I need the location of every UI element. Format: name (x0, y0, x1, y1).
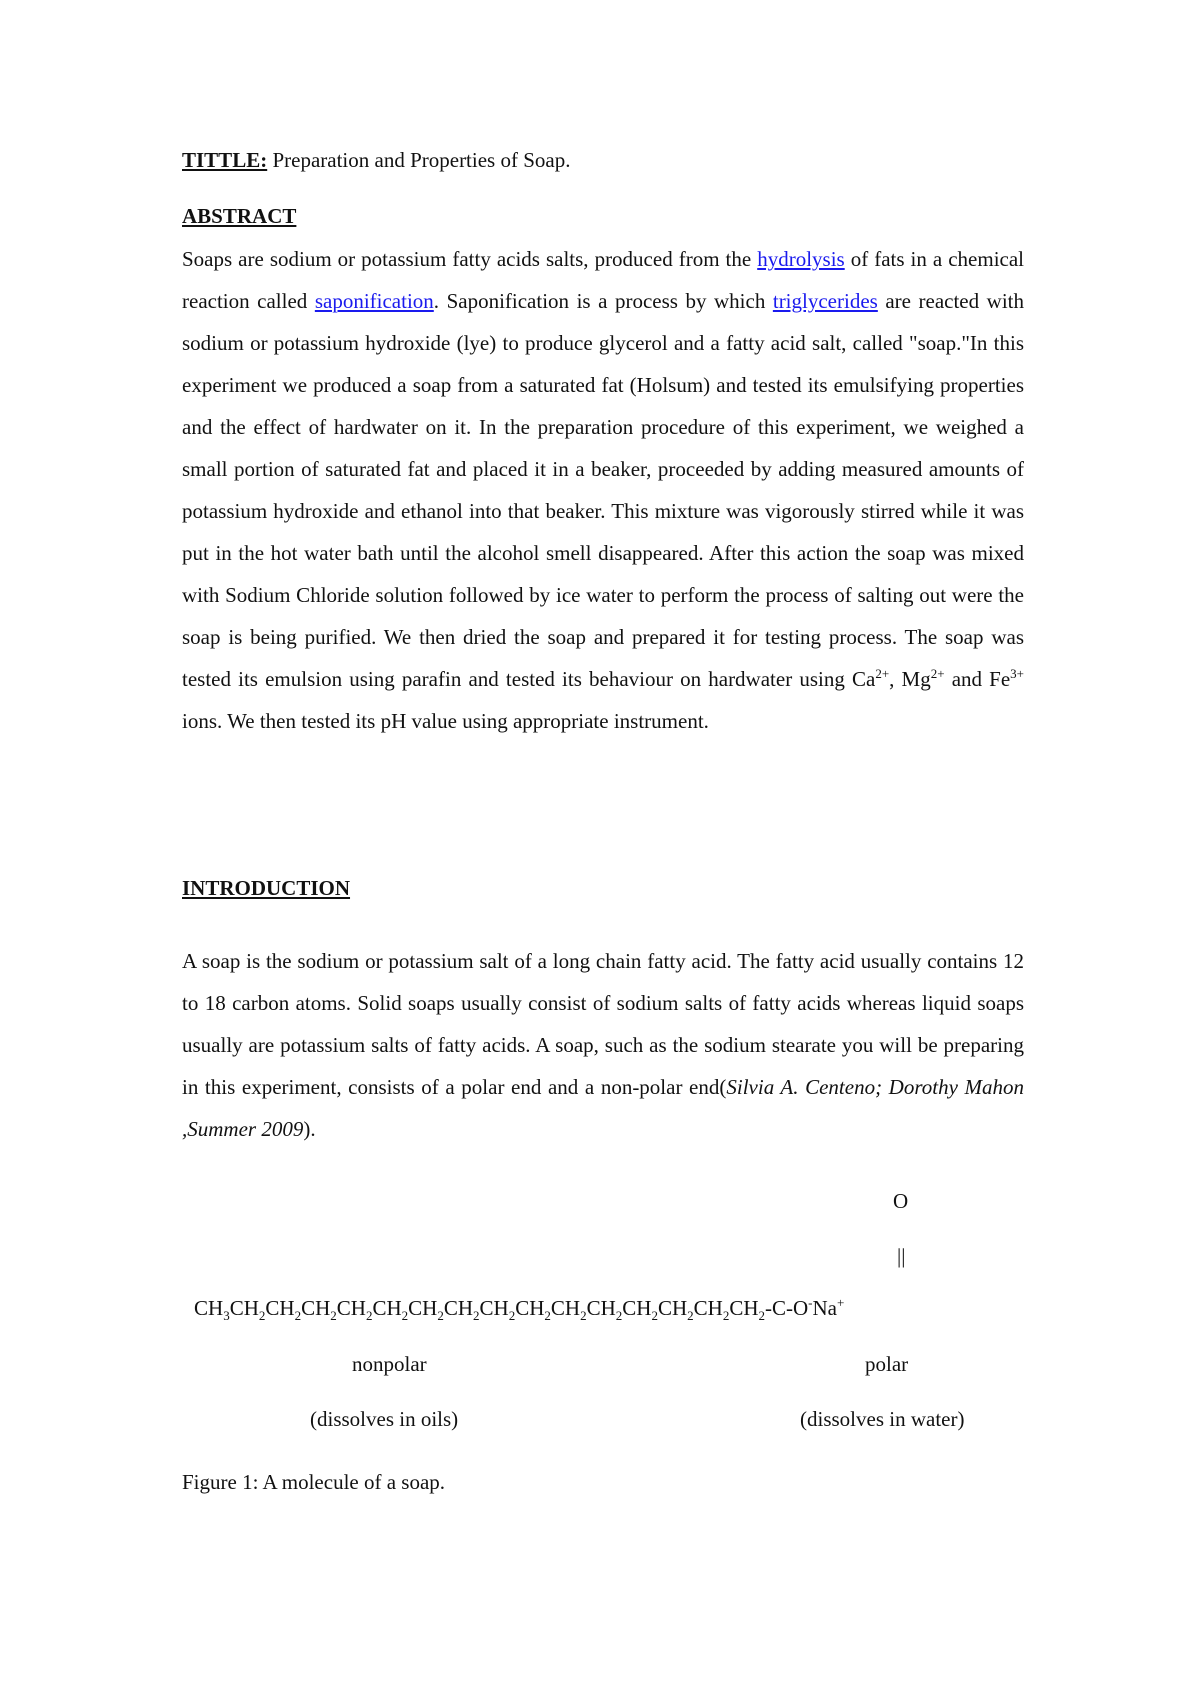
soap-molecule-formula (194, 1294, 844, 1322)
iron-charge: 3+ (1010, 666, 1024, 681)
abstract-text-3: . Saponification is a process by which (433, 289, 773, 313)
methylene-unit: $CH_2$ (693, 1296, 730, 1324)
methylene-unit: $CH_2$ (586, 1296, 623, 1324)
saponification-link[interactable]: saponification (314, 289, 434, 313)
double-bond: || (897, 1244, 906, 1268)
methylene-chain (229, 1296, 765, 1324)
abstract-text-6: and Fe (944, 667, 1011, 691)
methylene-unit: $CH_2$ (408, 1296, 444, 1324)
abstract-text-5: , Mg (889, 667, 931, 691)
methylene-unit: $CH_2$ (229, 1296, 266, 1324)
methylene-unit: $CH_2$ (515, 1296, 551, 1324)
introduction-text-end: ). (303, 1117, 316, 1141)
abstract-text-4: are reacted with sodium or potassium hydroxide (lye) to produce glycerol and a fatty acid salt, called "soap."In this experiment we produced a soap from a saturated fat (Holsum) and tested its emulsifying properties and the effect of hardwater on it. In the preparation procedure of this experiment, we weighed a small portion of saturated fat and placed it in a beaker, proceeded by adding measured amounts of potassium hydroxide and ethanol into that beaker. This mixture was vigorously stirred while it was put in the hot water bath until the alcohol smell disappeared. After this action the soap was mixed with Sodium Chloride solution followed by ice water to perform the process of salting out were the soap is being purified. We then dried the soap and prepared it for testing process. The soap was tested its emulsion using parafin and tested its behaviour on hardwater using Ca (182, 289, 1024, 691)
abstract-text-2: of fats in a chemical reaction called (182, 247, 1024, 313)
polar-note: (dissolves in water) (800, 1407, 965, 1431)
methylene-unit: $CH_2$ (550, 1296, 587, 1324)
introduction-citation: Silvia A. Centeno; Dorothy Mahon ,Summer 2009 (182, 1075, 1024, 1141)
methylene-unit: $CH_2$ (336, 1296, 373, 1324)
methylene-unit: $CH_2$ (372, 1296, 409, 1324)
methyl-group: $CH_3$ (194, 1296, 230, 1324)
hydrolysis-link[interactable]: hydrolysis (757, 247, 845, 271)
abstract-paragraph (182, 238, 1024, 742)
methylene-unit: $CH_2$ (443, 1296, 480, 1324)
document-title (182, 146, 570, 174)
introduction-paragraph (182, 940, 1024, 1150)
abstract-heading: ABSTRACT (182, 204, 297, 228)
methylene-unit: $CH_2$ (622, 1296, 658, 1324)
polar-label: polar (865, 1352, 909, 1376)
magnesium-charge: 2+ (930, 666, 945, 681)
methylene-unit: $CH_2$ (479, 1296, 516, 1324)
nonpolar-label: nonpolar (352, 1352, 427, 1376)
methylene-unit: $CH_2$ (729, 1296, 765, 1324)
carboxylate-group: -C-O-Na+ (765, 1295, 845, 1320)
figure-caption: Figure 1: A molecule of a soap. (182, 1470, 446, 1494)
methylene-unit: $CH_2$ (301, 1296, 337, 1324)
nonpolar-note: (dissolves in oils) (310, 1407, 459, 1431)
introduction-heading: INTRODUCTION (182, 876, 351, 900)
abstract-text-7: ions. We then tested its pH value using appropriate instrument. (182, 709, 709, 733)
methylene-unit: $CH_2$ (657, 1296, 694, 1324)
methylene-unit: $CH_2$ (265, 1296, 302, 1324)
carbonyl-oxygen: O (893, 1189, 909, 1213)
abstract-text-1: Soaps are sodium or potassium fatty acids salts, produced from the (182, 247, 758, 271)
calcium-charge: 2+ (875, 666, 890, 681)
title-text: Preparation and Properties of Soap. (267, 148, 571, 172)
title-label: TITTLE: (182, 148, 268, 172)
triglycerides-link[interactable]: triglycerides (772, 289, 878, 313)
introduction-text: A soap is the sodium or potassium salt of a long chain fatty acid. The fatty acid usually contains 12 to 18 carbon atoms. Solid soaps usually consist of sodium salts of fatty acids whereas liquid soaps usually are potassium salts of fatty acids. A soap, such as the sodium stearate you will be preparing in this experiment, consists of a polar end and a non-polar end( (182, 949, 1024, 1099)
